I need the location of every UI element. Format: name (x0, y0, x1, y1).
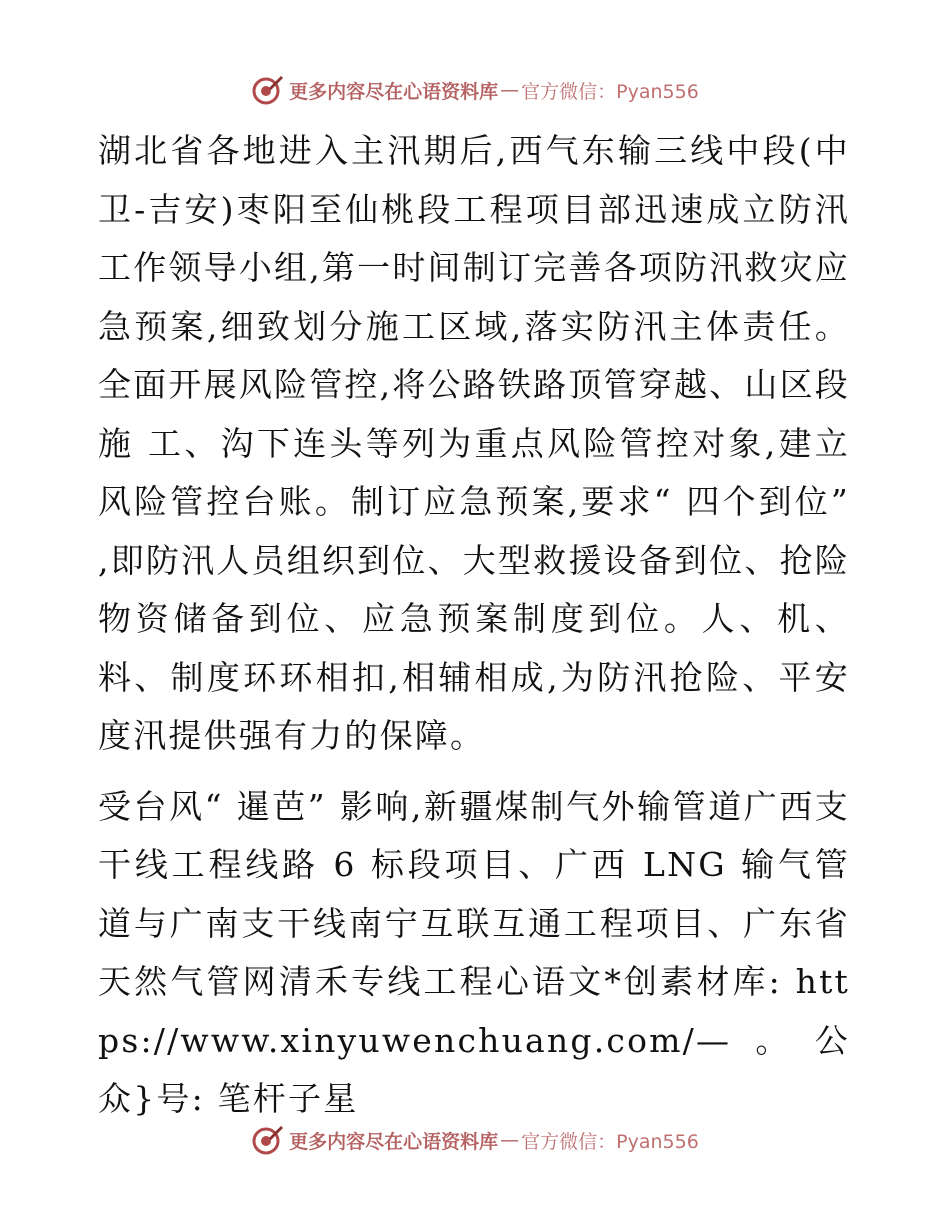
watermark-site-text: 更多内容尽在心语资料库 (289, 80, 499, 103)
logo-icon (251, 73, 285, 107)
header-watermark (0, 70, 950, 110)
watermark-contact: 官方微信：Pyan556 (521, 1130, 699, 1153)
watermark-separator: — (500, 79, 520, 101)
paragraph-typhoon: 受台风“ 暹芭” 影响,新疆煤制气外输管道广西支干线工程线路 6 标段项目、广西 LNG 输气管道与广南支干线南宁互联互通工程项目、广东省天然气管网清禾专线工程心语文*创素材库: https://www.xinyuwenchuang.com/—。公众}号: 笔杆子星 (98, 786, 850, 1118)
watermark-site-text: 更多内容尽在心语资料库 (289, 1130, 499, 1153)
paragraph-flood-control: 湖北省各地进入主汛期后,西气东输三线中段(中卫-吉安)枣阳至仙桃段工程项目部迅速成立防汛工作领导小组,第一时间制订完善各项防汛救灾应急预案,细致划分施工区域,落实防汛主体责任。全面开展风险管控,将公路铁路顶管穿越、山区段施 工、沟下连头等列为重点风险管控对象,建立风险管控台账。制订应急预案,要求“ 四个到位” ,即防汛人员组织到位、大型救援设备到位、抢险物资储备到位、应急预案制度到位。人、机、料、制度环环相扣,相辅相成,为防汛抢险、平安度汛提供强有力的保障。 (98, 131, 850, 755)
logo-icon (251, 1123, 285, 1157)
document-body (98, 122, 850, 1129)
footer-watermark (0, 1120, 950, 1160)
watermark-contact: 官方微信：Pyan556 (521, 80, 699, 103)
watermark-separator: — (500, 1129, 520, 1151)
